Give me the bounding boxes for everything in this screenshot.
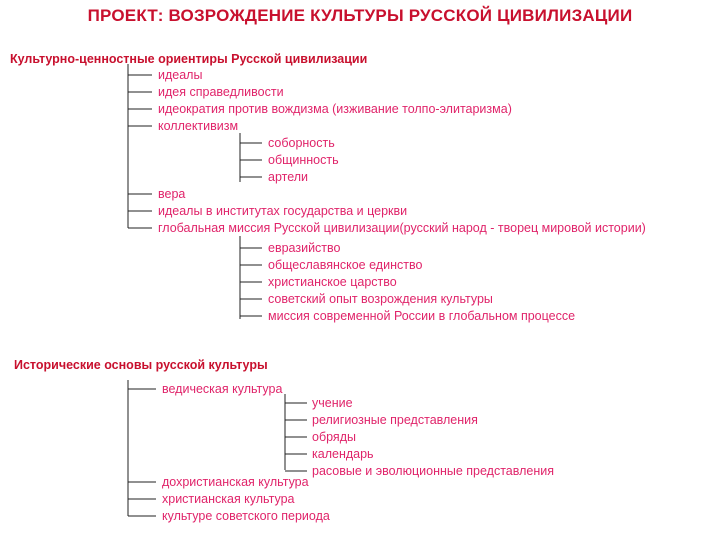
- list-item: культуре советского периода: [162, 509, 330, 523]
- sub-list-item: христианское царство: [268, 275, 397, 289]
- sub-list-item: соборность: [268, 136, 335, 150]
- list-item: коллективизм: [158, 119, 239, 133]
- list-item: идеалы в институтах государства и церкви: [158, 204, 408, 218]
- sub-list-item: календарь: [312, 447, 374, 461]
- list-item: ведическая культура: [162, 382, 283, 396]
- list-item: дохристианская культура: [162, 475, 309, 489]
- sub-list-item: евразийство: [268, 241, 341, 255]
- section-heading-history: Исторические основы русской культуры: [14, 358, 268, 372]
- sub-list-item: обряды: [312, 430, 356, 444]
- sub-list-item: учение: [312, 396, 353, 410]
- sub-list-item: общинность: [268, 153, 339, 167]
- list-item: христианская культура: [162, 492, 295, 506]
- page-title: ПРОЕКТ: ВОЗРОЖДЕНИЕ КУЛЬТУРЫ РУССКОЙ ЦИВИЛИЗАЦИИ: [87, 6, 633, 25]
- sub-list-item: общеславянское единство: [268, 258, 423, 272]
- list-item: идея справедливости: [158, 85, 284, 99]
- sub-list-item: миссия современной России в глобальном процессе: [268, 309, 576, 323]
- list-item: идеалы: [158, 68, 203, 82]
- sub-list-item: артели: [268, 170, 309, 184]
- sub-list-item: расовые и эволюционные представления: [312, 464, 555, 478]
- section-heading-values: Культурно-ценностные ориентиры Русской цивилизации: [10, 52, 368, 66]
- sub-list-item: религиозные представления: [312, 413, 478, 427]
- list-item: глобальная миссия Русской цивилизации(русский народ - творец мировой истории): [158, 221, 646, 235]
- list-item: вера: [158, 187, 186, 201]
- list-item: идеократия против вождизма (изживание толпо-элитаризма): [158, 102, 512, 116]
- sub-list-item: советский опыт возрождения культуры: [268, 292, 493, 306]
